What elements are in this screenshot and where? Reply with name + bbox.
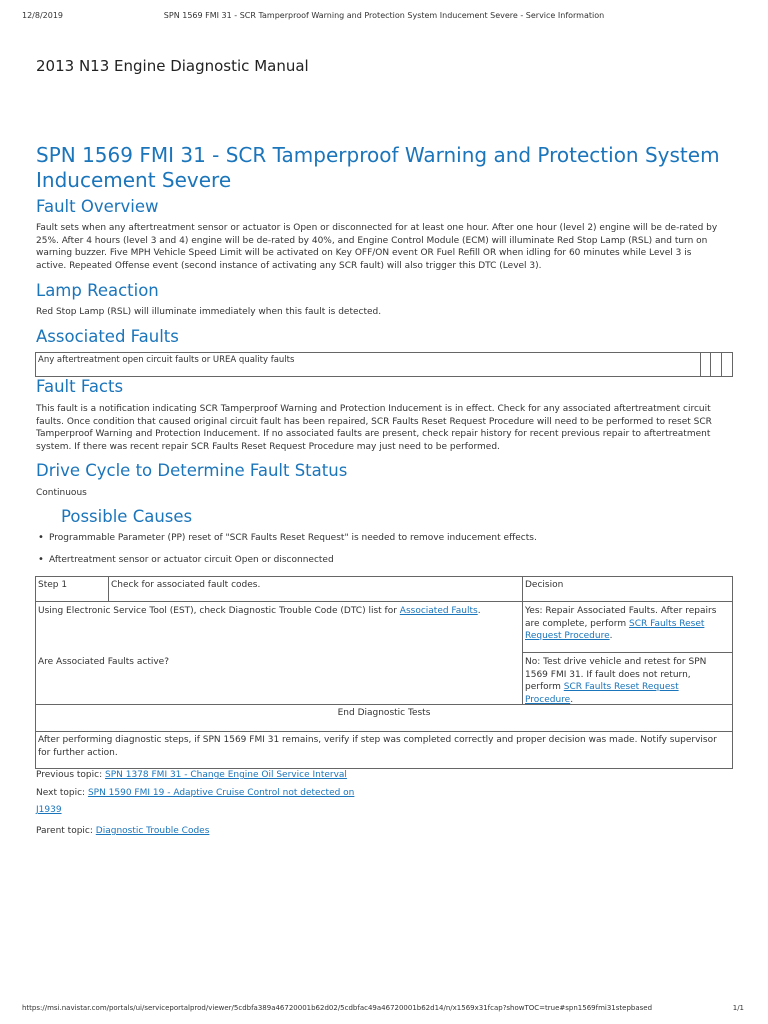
table-divider	[108, 577, 109, 601]
table-divider	[522, 652, 732, 653]
table-divider	[36, 731, 732, 732]
previous-topic-link[interactable]: SPN 1378 FMI 31 - Change Engine Oil Service Interval	[105, 770, 347, 780]
previous-topic-label: Previous topic:	[36, 770, 103, 780]
fault-overview-text: Fault sets when any aftertreatment sensor or actuator is Open or disconnected for at least one hour. After one hour (level 2) engine will be de-rated by 25%. After 4 hours (level 3 and 4) engine will be de-rated by 40%, and Engine Control Module (ECM) will illuminate Red Stop Lamp (RSL) and turn on warning buzzer. Five MPH Vehicle Speed Limit will be activated on Key OFF/ON event OR Fuel Refill OR when idling for 60 minutes while Level 3 is active. Repeated Offense event (second instance of activating any SCR fault) will also trigger this DTC (Level 3).	[36, 223, 718, 271]
page-number: 1/1	[732, 1004, 744, 1012]
manual-title: 2013 N13 Engine Diagnostic Manual	[36, 57, 309, 75]
next-topic-link-continued[interactable]: J1939	[36, 805, 62, 815]
possible-causes-heading: Possible Causes	[61, 507, 193, 526]
instruction-punct: .	[477, 606, 481, 616]
previous-topic	[36, 769, 722, 782]
print-footer-url: https://msi.navistar.com/portals/ui/serviceportalprod/viewer/5cdbfa389a46720001b62d02/5cdbfac49a46720001b62d14/n/x1569x31fcap?showTOC=true#spn1569fmi31stepbased	[22, 1004, 653, 1012]
decision-yes	[525, 605, 725, 643]
decision-no-punct: .	[570, 694, 574, 705]
print-date: 12/8/2019	[22, 11, 64, 20]
fault-facts-heading: Fault Facts	[36, 377, 124, 396]
table-divider	[522, 577, 523, 704]
decision-header: Decision	[525, 580, 564, 590]
after-diagnostic-note: After performing diagnostic steps, if SPN 1569 FMI 31 remains, verify if step was completed correctly and proper decision was made. Notify supervisor for further action.	[38, 735, 717, 758]
associated-faults-link[interactable]: Associated Faults	[399, 606, 478, 616]
print-header-title: SPN 1569 FMI 31 - SCR Tamperproof Warning and Protection System Inducement Severe - Service Information	[163, 11, 605, 20]
diagnostic-question: Are Associated Faults active?	[38, 657, 169, 667]
instruction-text: Using Electronic Service Tool (EST), check Diagnostic Trouble Code (DTC) list for	[38, 606, 400, 616]
table-divider	[700, 353, 701, 376]
possible-cause-item: • Aftertreatment sensor or actuator circuit Open or disconnected	[49, 555, 334, 565]
associated-faults-heading: Associated Faults	[36, 327, 179, 346]
decision-yes-text: Yes: Repair Associated Faults. After repairs are complete, perform	[525, 606, 717, 629]
decision-no	[525, 656, 729, 706]
page-title: SPN 1569 FMI 31 - SCR Tamperproof Warning and Protection System Inducement Severe	[36, 143, 720, 192]
next-topic-label: Next topic:	[36, 788, 86, 798]
fault-overview-heading: Fault Overview	[36, 197, 159, 216]
next-topic-link[interactable]: SPN 1590 FMI 19 - Adaptive Cruise Control not detected on	[87, 788, 355, 798]
table-divider	[710, 353, 711, 376]
table-divider	[36, 601, 732, 602]
scr-reset-procedure-link[interactable]: SCR Faults Reset Request Procedure	[525, 682, 679, 705]
associated-faults-table	[35, 352, 733, 377]
next-topic	[36, 787, 722, 800]
step-label: Step 1	[38, 580, 68, 590]
parent-topic	[36, 825, 722, 838]
next-topic-continued	[36, 804, 722, 817]
end-diagnostic-tests: End Diagnostic Tests	[337, 708, 431, 718]
table-divider	[721, 353, 722, 376]
parent-topic-label: Parent topic:	[36, 826, 93, 836]
possible-cause-item: • Programmable Parameter (PP) reset of "SCR Faults Reset Request" is needed to remove inducement effects.	[49, 533, 537, 543]
decision-yes-punct: .	[609, 631, 613, 641]
lamp-reaction-text: Red Stop Lamp (RSL) will illuminate immediately when this fault is detected.	[36, 307, 382, 317]
fault-facts-text: This fault is a notification indicating SCR Tamperproof Warning and Protection Inducement is in effect. Check for any associated aftertreatment circuit faults. Once condition that caused original circuit fault has been repaired, SCR Faults Reset Request Procedure will need to be performed to reset SCR Tamperproof Warning and Protection Inducement. If no associated faults are present, check repair history for recent previous repair to aftertreatment system. If there was recent repair SCR Faults Reset Request Procedure may just need to be performed.	[36, 404, 712, 452]
lamp-reaction-heading: Lamp Reaction	[36, 281, 159, 300]
scr-reset-procedure-link[interactable]: SCR Faults Reset Request Procedure	[525, 618, 705, 641]
drive-cycle-text: Continuous	[36, 488, 87, 498]
parent-topic-link[interactable]: Diagnostic Trouble Codes	[95, 826, 210, 836]
diagnostic-instruction	[38, 605, 518, 618]
decision-no-text: No: Test drive vehicle and retest for SPN 1569 FMI 31. If fault does not return, perform	[525, 657, 707, 692]
drive-cycle-heading: Drive Cycle to Determine Fault Status	[36, 461, 348, 480]
associated-faults-cell: Any aftertreatment open circuit faults or UREA quality faults	[38, 355, 295, 365]
step-description: Check for associated fault codes.	[111, 580, 261, 590]
diagnostic-table	[35, 576, 733, 769]
